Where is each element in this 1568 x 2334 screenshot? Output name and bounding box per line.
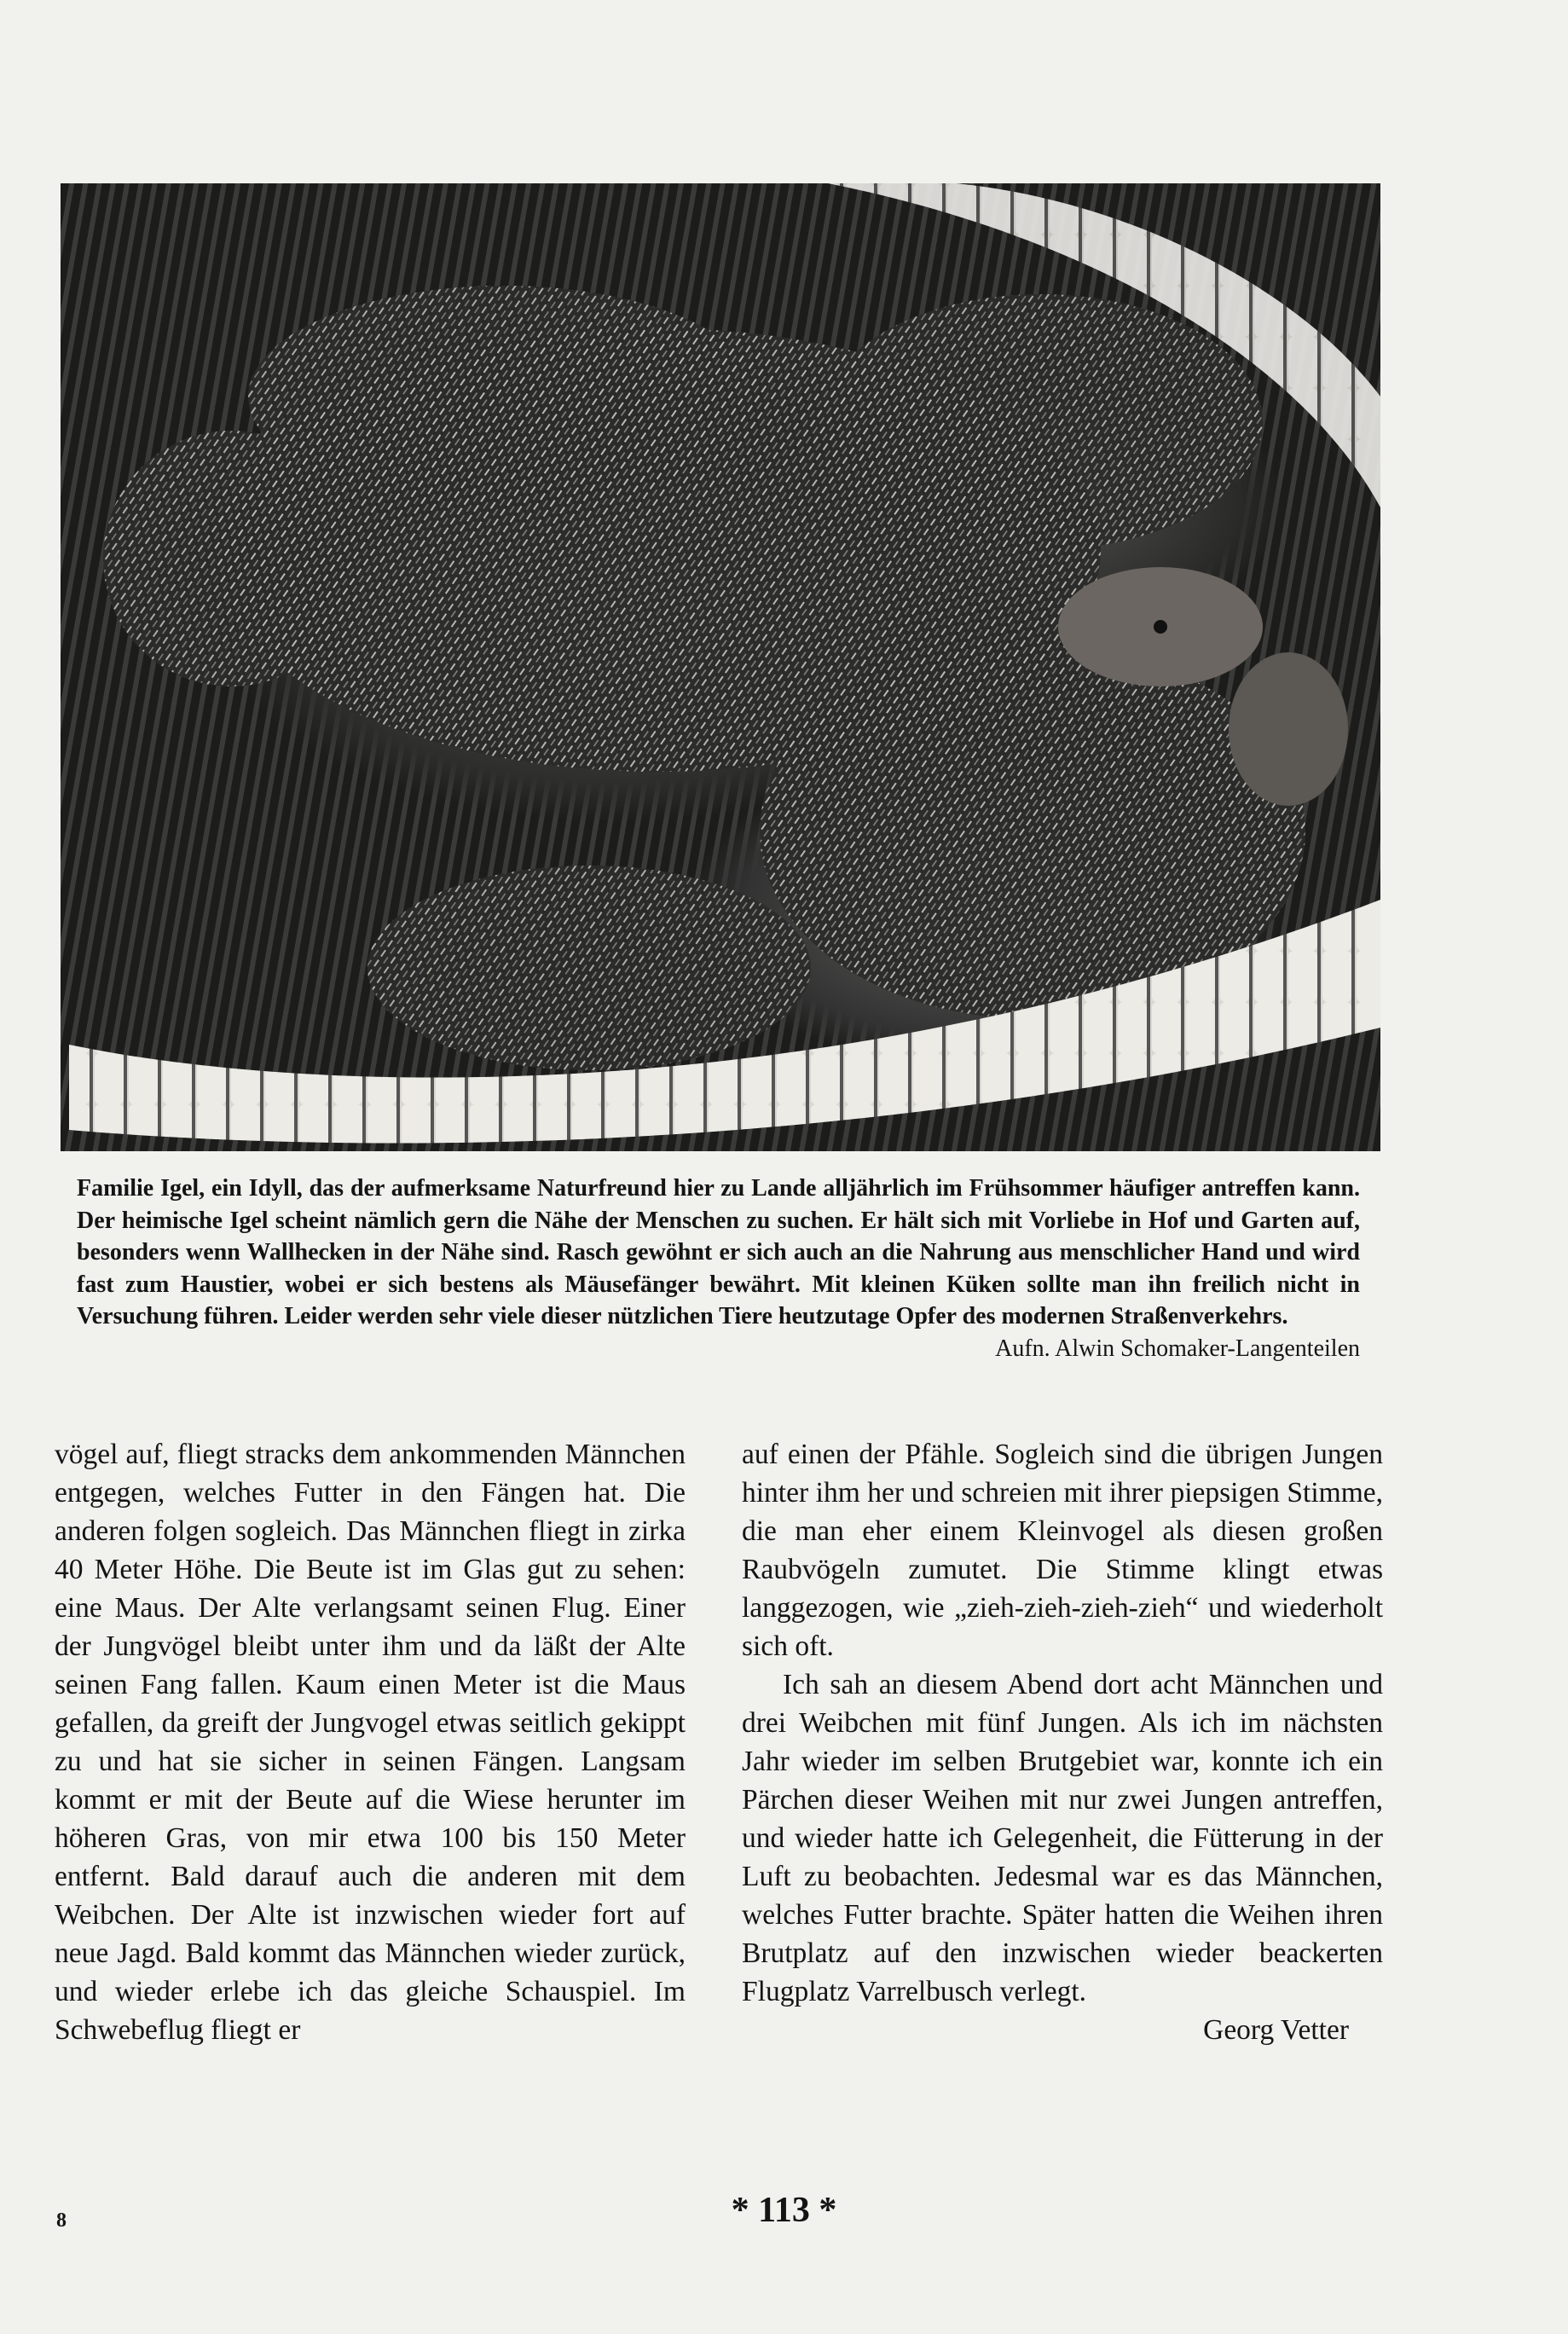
left-paragraph: vögel auf, fliegt stracks dem ankommenden Männchen entgegen, welches Futter in den Fängen hat. Die anderen folgen sogleich. Das Männchen fliegt in zirka 40 Meter Höhe. Die Beute ist im Glas gut zu sehen: eine Maus. Der Alte verlangsamt seinen Flug. Einer der Jungvögel bleibt unter ihm und da läßt der Alte seinen Fang fallen. Kaum einen Meter ist die Maus gefallen, da greift der Jungvogel etwas seitlich gekippt zu und hat sie sicher in seinen Fängen. Langsam kommt er mit der Beute auf die Wiese herunter im höheren Gras, von mir etwa 100 bis 150 Meter entfernt. Bald darauf auch die anderen mit dem Weibchen. Der Alte ist inzwischen wieder fort auf neue Jagd. Bald kommt das Männchen wieder zurück, und wieder erlebe ich das gleiche Schauspiel. Im Schwebeflug fliegt er [55, 1439, 686, 2046]
hedgehog-family-photo-icon [61, 183, 1380, 1151]
right-column [742, 1435, 1383, 2049]
hedgehog-photo [61, 183, 1380, 1151]
caption-text: Familie Igel, ein Idyll, das der aufmerksame Naturfreund hier zu Lande alljährlich im Frühsommer häufiger antreffen kann. Der heimische Igel scheint nämlich gern die Nähe der Menschen zu suchen. Er hält sich mit Vorliebe in Hof und Garten auf, besonders wenn Wallhecken in der Nähe sind. Rasch gewöhnt er sich auch an die Nahrung aus menschlicher Hand und wird fast zum Haustier, wobei er sich bestens als Mäusefänger bewährt. Mit kleinen Küken sollte man ihn freilich nicht in Versuchung führen. Leider werden sehr viele dieser nützlichen Tiere heutzutage Opfer des modernen Straßenverkehrs. [77, 1175, 1360, 1329]
right-paragraph-1: auf einen der Pfähle. Sogleich sind die übrigen Jungen hinter ihm her und schreien mit ihrer piepsigen Stimme, die man eher einem Kleinvogel als diesen großen Raubvögeln zumutet. Die Stimme klingt etwas langgezogen, wie „zieh-zieh-zieh-zieh“ und wiederholt sich oft. [742, 1439, 1383, 1662]
right-paragraph-2: Ich sah an diesem Abend dort acht Männchen und drei Weibchen mit fünf Jungen. Als ich im nächsten Jahr wieder im selben Brutgebiet war, konnte ich ein Pärchen dieser Weihen mit nur zwei Jungen antreffen, und wieder hatte ich Gelegenheit, die Fütterung in der Luft zu beobachten. Jedesmal war es das Männchen, welches Futter brachte. Später hatten die Weihen ihren Brutplatz auf den inzwischen wieder beackerten Flugplatz Varrelbusch verlegt. [742, 1669, 1383, 2007]
author-signature: Georg Vetter [1203, 2014, 1349, 2046]
footer-left-number: 8 [56, 2209, 67, 2232]
left-column [55, 1435, 686, 2049]
photo-credit: Aufn. Alwin Schomaker-Langenteilen [995, 1335, 1360, 1362]
page-number: * 113 * [731, 2191, 837, 2230]
photo-caption [77, 1173, 1360, 1364]
